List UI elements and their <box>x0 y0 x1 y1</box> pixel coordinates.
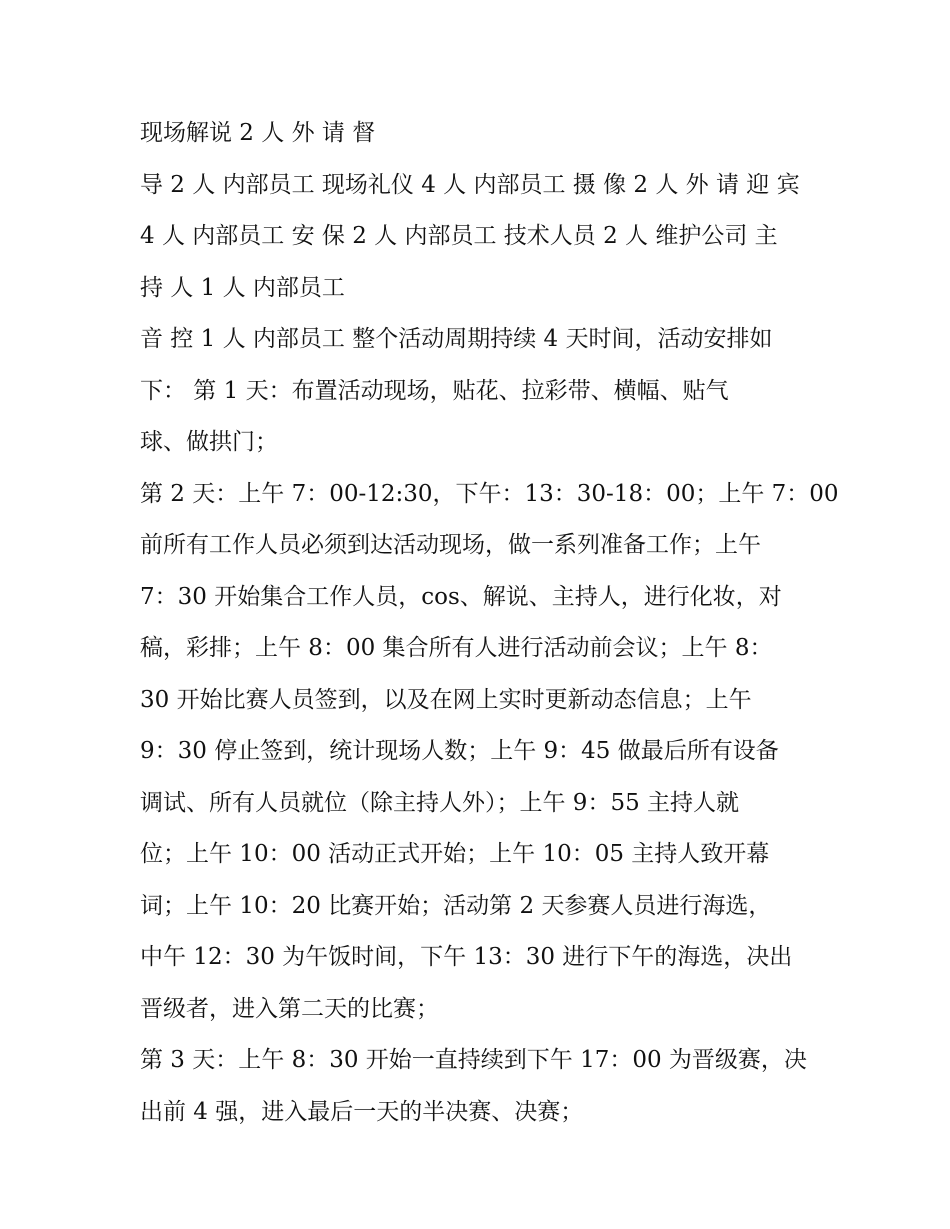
text-line: 30 开始比赛人员签到，以及在网上实时更新动态信息；上午 <box>140 686 752 713</box>
text-line: 位；上午 10：00 活动正式开始；上午 10：05 主持人致开幕 <box>140 841 770 867</box>
text-line: 4 人 内部员工 安 保 2 人 内部员工 技术人员 2 人 维护公司 主 <box>140 223 778 249</box>
text-line: 中午 12：30 为午饭时间，下午 13：30 进行下午的海选，决出 <box>140 944 793 970</box>
text-line: 音 控 1 人 内部员工 整个活动周期持续 4 天时间，活动安排如 <box>140 326 773 352</box>
text-line: 现场解说 2 人 外 请 督 <box>140 120 376 146</box>
text-line: 球、做拱门； <box>140 429 278 455</box>
text-line: 持 人 1 人 内部员工 <box>140 274 345 301</box>
text-line: 晋级者，进入第二天的比赛； <box>140 995 439 1022</box>
text-line: 下： 第 1 天：布置活动现场，贴花、拉彩带、横幅、贴气 <box>140 377 729 404</box>
document-body <box>140 108 839 1138</box>
text-line: 第 3 天：上午 8：30 开始一直持续到下午 17：00 为晋级赛，决 <box>140 1047 807 1073</box>
text-line: 出前 4 强，进入最后一天的半决赛、决赛； <box>140 1098 584 1125</box>
text-line: 第 2 天：上午 7：00-12:30，下午：13：30-18：00；上午 7：00 <box>140 480 839 507</box>
text-line: 稿，彩排；上午 8：00 集合所有人进行活动前会议；上午 8： <box>140 635 773 661</box>
text-line: 7：30 开始集合工作人员，cos、解说、主持人，进行化妆，对 <box>140 583 782 610</box>
text-line: 前所有工作人员必须到达活动现场，做一系列准备工作；上午 <box>140 532 761 558</box>
text-line: 词；上午 10：20 比赛开始；活动第 2 天参赛人员进行海选， <box>140 892 772 919</box>
text-line: 调试、所有人员就位（除主持人外）；上午 9：55 主持人就 <box>140 789 740 816</box>
text-line: 9：30 停止签到，统计现场人数；上午 9：45 做最后所有设备 <box>140 738 779 764</box>
text-line: 导 2 人 内部员工 现场礼仪 4 人 内部员工 摄 像 2 人 外 请 迎 宾 <box>140 171 800 198</box>
